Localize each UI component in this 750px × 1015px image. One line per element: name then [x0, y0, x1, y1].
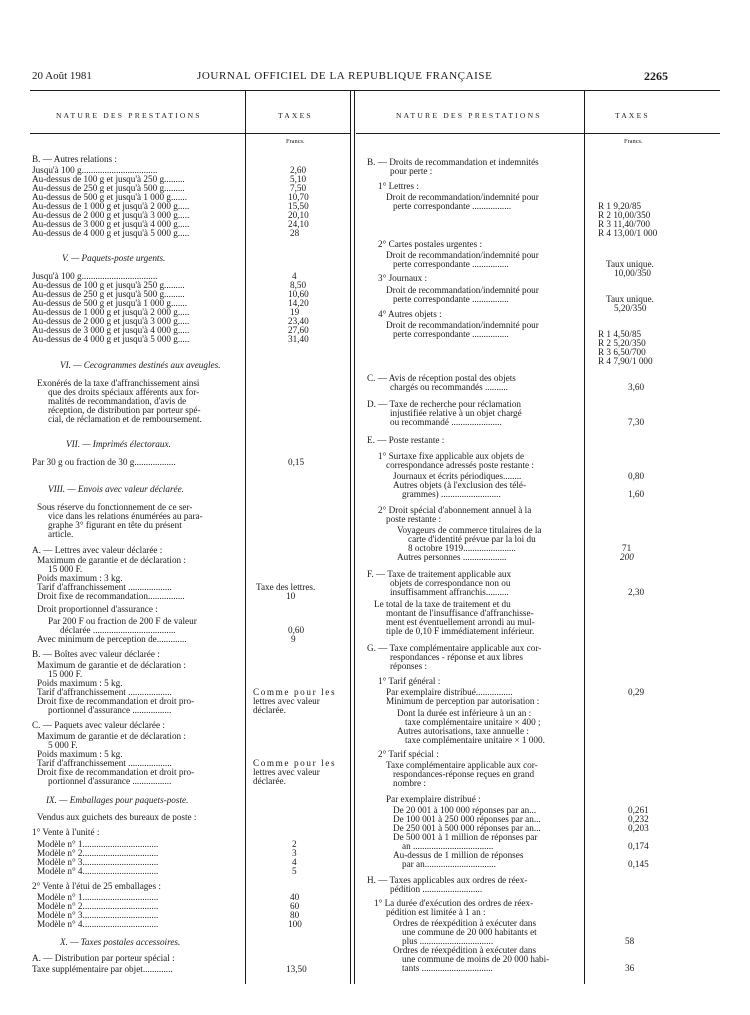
left-line: Au-dessus de 3 000 g et jusqu'à 4 000 g.....: [32, 325, 190, 335]
right-line: pour perte :: [390, 166, 433, 176]
right-line: objets de correspondance non ou: [390, 578, 511, 588]
left-line: 2° Vente à l'étui de 25 emballages :: [32, 881, 161, 891]
right-line: B. — Droits de recommandation et indemnités: [367, 157, 539, 167]
right-value: 5,20/350: [614, 303, 647, 313]
right-value: 7,30: [628, 417, 645, 427]
left-line: Droit fixe de recommandation................: [37, 591, 185, 601]
left-line: Tarif d'affranchissement ...................: [37, 582, 172, 592]
right-value: 0,174: [628, 841, 649, 851]
right-value: 0,80: [628, 471, 645, 481]
left-line: Exonérés de la taxe d'affranchissement ainsi: [37, 378, 200, 388]
left-value: 2: [292, 839, 297, 849]
right-value: 0,261: [628, 805, 649, 815]
left-line: Au-dessus de 1 000 g et jusqu'à 2 000 g.....: [32, 201, 190, 211]
section-heading: V. — Paquets-poste urgents.: [62, 253, 166, 263]
right-line: respondances - réponse et aux libres: [390, 652, 523, 662]
right-value: 200: [620, 552, 634, 562]
right-line: pédition est limitée à 1 an :: [386, 907, 486, 917]
right-line: Par exemplaire distribué :: [386, 794, 481, 804]
left-value: 19: [290, 307, 300, 317]
left-line: Modèle n° 1.................................: [37, 839, 159, 849]
left-line: B. — Boîtes avec valeur déclarée :: [32, 649, 160, 659]
left-line: Au-dessus de 2 000 g et jusqu'à 3 000 g.....: [32, 316, 190, 326]
right-value: R 4 13,00/1 000: [598, 228, 658, 238]
right-value: 0,203: [628, 823, 649, 833]
left-line: réception, de distribution par porteur spé-: [48, 405, 201, 415]
right-line: De 20 001 à 100 000 réponses par an...: [393, 805, 537, 815]
section-heading: VII. — Imprimés électoraux.: [66, 439, 171, 449]
left-value: 5: [292, 866, 297, 876]
left-line: Au-dessus de 250 g et jusqu'à 500 g.........: [32, 289, 185, 299]
left-line: Au-dessus de 2 000 g et jusqu'à 3 000 g.....: [32, 210, 190, 220]
left-line: 5 000 F.: [48, 740, 78, 750]
right-value: R 4 7,90/1 000: [598, 356, 653, 366]
right-value: 2,30: [628, 587, 645, 597]
right-line: injustifiée relative à un objet chargé: [390, 408, 522, 418]
left-value: 9: [291, 634, 296, 644]
left-value: lettres avec valeur: [253, 767, 320, 777]
right-line: 3° Journaux :: [378, 273, 428, 283]
left-line: Tarif d'affranchissement ...................: [37, 687, 172, 697]
left-line: Modèle n° 1.................................: [37, 892, 159, 902]
right-line: pédition ..........................: [390, 884, 483, 894]
left-value: 2,60: [290, 165, 307, 175]
left-line: C. — Paquets avec valeur déclarée :: [32, 720, 165, 730]
left-line: 1° Vente à l'unité :: [32, 827, 100, 837]
right-line: montant de l'insuffisance d'affranchisse-: [386, 608, 534, 618]
left-line: Modèle n° 2.................................: [37, 848, 159, 858]
left-line: Droit fixe de recommandation et droit pro-: [37, 767, 195, 777]
left-francs-label: Francs.: [286, 138, 305, 145]
right-line: 1° Surtaxe fixe applicable aux objets de: [378, 451, 525, 461]
left-line: Par 30 g ou fraction de 30 g..................: [32, 457, 176, 467]
right-line: nombre :: [393, 778, 426, 788]
right-line: G. — Taxe complémentaire applicable aux cor-: [367, 643, 542, 653]
right-value: 0,145: [628, 859, 649, 869]
right-value: R 3 11,40/700: [598, 219, 650, 229]
right-value: 10,00/350: [614, 268, 652, 278]
right-line: insuffisamment affranchis..........: [390, 587, 509, 597]
right-line: poste restante :: [386, 514, 442, 524]
left-value: 7,50: [290, 183, 307, 193]
right-line: réponses :: [390, 661, 427, 671]
left-line: malités de recommandation, d'avis de: [48, 396, 187, 406]
right-line: F. — Taxe de traitement applicable aux: [367, 569, 512, 579]
left-value: 60: [290, 901, 300, 911]
right-line: Le total de la taxe de traitement et du: [374, 599, 511, 609]
right-value: 0,232: [628, 814, 649, 824]
left-line: A. — Lettres avec valeur déclarée :: [32, 545, 163, 555]
left-line: Poids maximum : 5 kg.: [37, 678, 123, 688]
left-value: 28: [290, 228, 300, 238]
left-value: 20,10: [288, 210, 309, 220]
right-value: 0,29: [628, 687, 645, 697]
right-line: tiple de 0,10 F immédiatement inférieur.: [386, 626, 535, 636]
left-line: 15 000 F.: [48, 564, 83, 574]
left-taxes-heading: TAXES: [278, 111, 313, 120]
left-line: Avec minimum de perception de.............: [37, 634, 187, 644]
left-line: Poids maximum : 5 kg.: [37, 749, 123, 759]
left-value: déclarée.: [253, 705, 286, 715]
right-taxes-heading: TAXES: [615, 111, 650, 120]
right-line: 4° Autres objets :: [378, 309, 442, 319]
left-line: vice dans les relations énumérées au para-: [48, 511, 203, 521]
right-line: H. — Taxes applicables aux ordres de réex-: [367, 875, 528, 885]
page-number: 2265: [644, 69, 668, 83]
left-value: 3: [292, 848, 297, 858]
right-line: ou recommandé ......................: [390, 417, 502, 427]
right-line: taxe complémentaire unitaire × 1 000.: [405, 735, 545, 745]
right-line: 1° Lettres :: [378, 181, 419, 191]
left-column-head-rule: [30, 133, 350, 134]
right-value: R 2 10,00/350: [598, 210, 651, 220]
right-line: Voyageurs de commerce titulaires de la: [397, 525, 542, 535]
right-value: Taux unique.: [606, 294, 654, 304]
left-line: Poids maximum : 3 kg.: [37, 573, 123, 583]
left-line: article.: [48, 529, 74, 539]
right-column-divider: [584, 91, 585, 984]
left-value: 5,10: [290, 174, 307, 184]
right-line: Ordres de réexpédition à exécuter dans: [393, 918, 537, 928]
left-line: Au-dessus de 500 g et jusqu'à 1 000 g.......: [32, 298, 188, 308]
right-line: par an...............................: [402, 859, 496, 869]
right-value: 71: [622, 543, 632, 553]
right-line: Ordres de réexpédition à exécuter dans: [393, 945, 537, 955]
right-value: 58: [625, 936, 635, 946]
left-value: 10,60: [288, 289, 309, 299]
left-line: Jusqu'à 100 g.................................: [32, 165, 158, 175]
right-line: perte correspondante .................: [393, 201, 512, 211]
right-line: une commune de moins de 20 000 habi-: [402, 954, 550, 964]
right-value: R 1 9,20/85: [598, 201, 642, 211]
section-heading: VIII. — Envois avec valeur déclarée.: [48, 484, 184, 494]
left-line: graphe 3° figurant en tête du présent: [48, 520, 182, 530]
left-value: 4: [292, 857, 297, 867]
left-line: Au-dessus de 1 000 g et jusqu'à 2 000 g.....: [32, 307, 190, 317]
right-line: Journaux et écrits périodiques........: [393, 471, 522, 481]
left-line: B. — Autres relations :: [32, 154, 117, 164]
left-value: Comme pour les: [253, 687, 337, 697]
right-line: D. — Taxe de recherche pour réclamation: [367, 399, 522, 409]
left-value: 13,50: [286, 964, 307, 974]
right-line: Droit de recommandation/indemnité pour: [386, 320, 539, 330]
right-line: Autres personnes ...................: [397, 552, 507, 562]
left-value: 80: [290, 910, 300, 920]
left-line: Jusqu'à 100 g.................................: [32, 271, 158, 281]
left-line: Au-dessus de 100 g et jusqu'à 250 g.........: [32, 174, 185, 184]
right-value: R 2 5,20/350: [598, 338, 646, 348]
left-line: Maximum de garantie et de déclaration :: [37, 731, 186, 741]
right-line: carte d'identité prévue par la loi du: [408, 534, 536, 544]
left-value: lettres avec valeur: [253, 696, 320, 706]
left-value: 23,40: [288, 316, 309, 326]
right-line: tants ...............................: [402, 963, 493, 973]
center-divider-b: [354, 91, 355, 984]
left-value: 100: [288, 919, 302, 929]
left-line: Au-dessus de 500 g et jusqu'à 1 000 g.......: [32, 192, 188, 202]
right-line: perte correspondante ................: [393, 294, 509, 304]
center-divider-a: [350, 91, 351, 984]
right-line: De 250 001 à 500 000 réponses par an...: [393, 823, 541, 833]
section-heading: VI. — Cecogrammes destinés aux aveugles.: [60, 360, 221, 370]
left-line: cial, de réclamation et de remboursement.: [48, 414, 202, 424]
left-line: Au-dessus de 4 000 g et jusqu'à 5 000 g.....: [32, 228, 190, 238]
right-line: respondances-réponse reçues en grand: [393, 769, 535, 779]
left-value: 0,15: [288, 457, 305, 467]
left-value: 15,50: [288, 201, 309, 211]
issue-date: 20 Août 1981: [32, 70, 92, 82]
left-line: que des droits spéciaux afférents aux for-: [48, 387, 200, 397]
right-line: 2° Cartes postales urgentes :: [378, 239, 483, 249]
right-line: plus ................................: [402, 936, 494, 946]
left-line: portionnel d'assurance .................: [48, 705, 172, 715]
right-value: 3,60: [628, 382, 645, 392]
right-line: 1° La durée d'exécution des ordres de réex-: [374, 898, 534, 908]
right-value: 36: [625, 963, 635, 973]
left-line: déclarée ....................................: [60, 625, 176, 635]
left-line: Au-dessus de 4 000 g et jusqu'à 5 000 g.....: [32, 334, 190, 344]
left-line: Au-dessus de 100 g et jusqu'à 250 g.........: [32, 280, 185, 290]
left-value: Taxe des lettres.: [256, 582, 316, 592]
right-line: perte correspondante ................: [393, 329, 509, 339]
left-value: 10,70: [288, 192, 309, 202]
right-line: an ...................................: [402, 841, 494, 851]
left-line: portionnel d'assurance .................: [48, 776, 172, 786]
left-line: Modèle n° 4.................................: [37, 866, 159, 876]
left-line: Modèle n° 3.................................: [37, 910, 159, 920]
left-value: déclarée.: [253, 776, 286, 786]
right-nature-heading: NATURE DES PRESTATIONS: [396, 111, 542, 120]
right-line: Au-dessus de 1 million de réponses: [393, 850, 524, 860]
right-line: C. — Avis de réception postal des objets: [367, 373, 516, 383]
right-line: Droit de recommandation/indemnité pour: [386, 250, 539, 260]
right-line: Minimum de perception par autorisation :: [386, 696, 540, 706]
left-value: 31,40: [288, 334, 309, 344]
right-line: Droit de recommandation/indemnité pour: [386, 285, 539, 295]
left-line: 15 000 F.: [48, 669, 83, 679]
right-line: 2° Droit spécial d'abonnement annuel à la: [378, 505, 532, 515]
left-line: Droit fixe de recommandation et droit pro-: [37, 696, 195, 706]
left-line: Modèle n° 3.................................: [37, 857, 159, 867]
right-value: 1,60: [628, 489, 645, 499]
left-line: Taxe supplémentaire par objet.............: [32, 964, 173, 974]
left-line: Droit proportionnel d'assurance :: [37, 604, 158, 614]
right-line: chargés ou recommandés ..........: [390, 382, 508, 392]
right-value: R 3 6,50/700: [598, 347, 646, 357]
right-francs-label: Francs.: [624, 138, 643, 145]
left-value: 24,10: [288, 219, 309, 229]
right-line: une commune de 20 000 habitants et: [402, 927, 537, 937]
right-line: 1° Tarif général :: [378, 676, 441, 686]
right-line: Autres objets (à l'exclusion des télé-: [393, 480, 527, 490]
right-line: ment est éventuellement arrondi au mul-: [386, 617, 535, 627]
left-line: Au-dessus de 3 000 g et jusqu'à 4 000 g.....: [32, 219, 190, 229]
left-line: Modèle n° 2.................................: [37, 901, 159, 911]
left-line: Maximum de garantie et de déclaration :: [37, 555, 186, 565]
left-nature-heading: NATURE DES PRESTATIONS: [56, 111, 202, 120]
right-line: 8 octobre 1919.......................: [408, 543, 516, 553]
left-line: Maximum de garantie et de déclaration :: [37, 660, 186, 670]
right-line: Taxe complémentaire applicable aux cor-: [386, 760, 538, 770]
right-line: Droit de recommandation/indemnité pour: [386, 192, 539, 202]
left-line: Au-dessus de 250 g et jusqu'à 500 g.........: [32, 183, 185, 193]
left-value: 27,60: [288, 325, 309, 335]
right-line: De 100 001 à 250 000 réponses par an...: [393, 814, 541, 824]
right-column-head-rule: [356, 133, 720, 134]
journal-title: JOURNAL OFFICIEL DE LA REPUBLIQUE FRANÇAISE: [197, 70, 493, 82]
left-value: 10: [286, 591, 296, 601]
right-line: E. — Poste restante :: [367, 435, 445, 445]
left-line: Modèle n° 4.................................: [37, 919, 159, 929]
section-heading: IX. — Emballages pour paquets-poste.: [46, 795, 189, 805]
left-line: A. — Distribution par porteur spécial :: [32, 953, 175, 963]
right-line: 2° Tarif spécial :: [378, 749, 439, 759]
right-line: Autres autorisations, taxe annuelle :: [397, 726, 529, 736]
right-value: Taux unique.: [606, 259, 654, 269]
section-heading: X. — Taxes postales accessoires.: [60, 937, 181, 947]
left-value: 8,50: [290, 280, 307, 290]
left-value: 4: [292, 271, 297, 281]
right-line: perte correspondante ................: [393, 259, 509, 269]
left-value: 40: [290, 892, 300, 902]
left-value: 14,20: [288, 298, 309, 308]
left-value: Comme pour les: [253, 758, 337, 768]
right-line: Dont la durée est inférieure à un an :: [397, 708, 532, 718]
right-line: grammes) ..........................: [402, 489, 501, 499]
right-value: R 1 4,50/85: [598, 329, 642, 339]
left-line: Par 200 F ou fraction de 200 F de valeur: [48, 616, 197, 626]
left-column-divider: [245, 91, 246, 984]
left-line: Vendus aux guichets des bureaux de poste :: [37, 812, 197, 822]
left-line: Tarif d'affranchissement ...................: [37, 758, 172, 768]
left-line: Sous réserve du fonctionnement de ce ser-: [37, 502, 193, 512]
left-value: 0,60: [288, 625, 305, 635]
right-line: taxe complémentaire unitaire × 400 ;: [405, 717, 541, 727]
right-line: correspondance adressés poste restante :: [386, 460, 534, 470]
right-line: De 500 001 à 1 million de réponses par: [393, 832, 538, 842]
right-line: Par exemplaire distribué................: [386, 687, 513, 697]
header-rule: [30, 90, 720, 91]
